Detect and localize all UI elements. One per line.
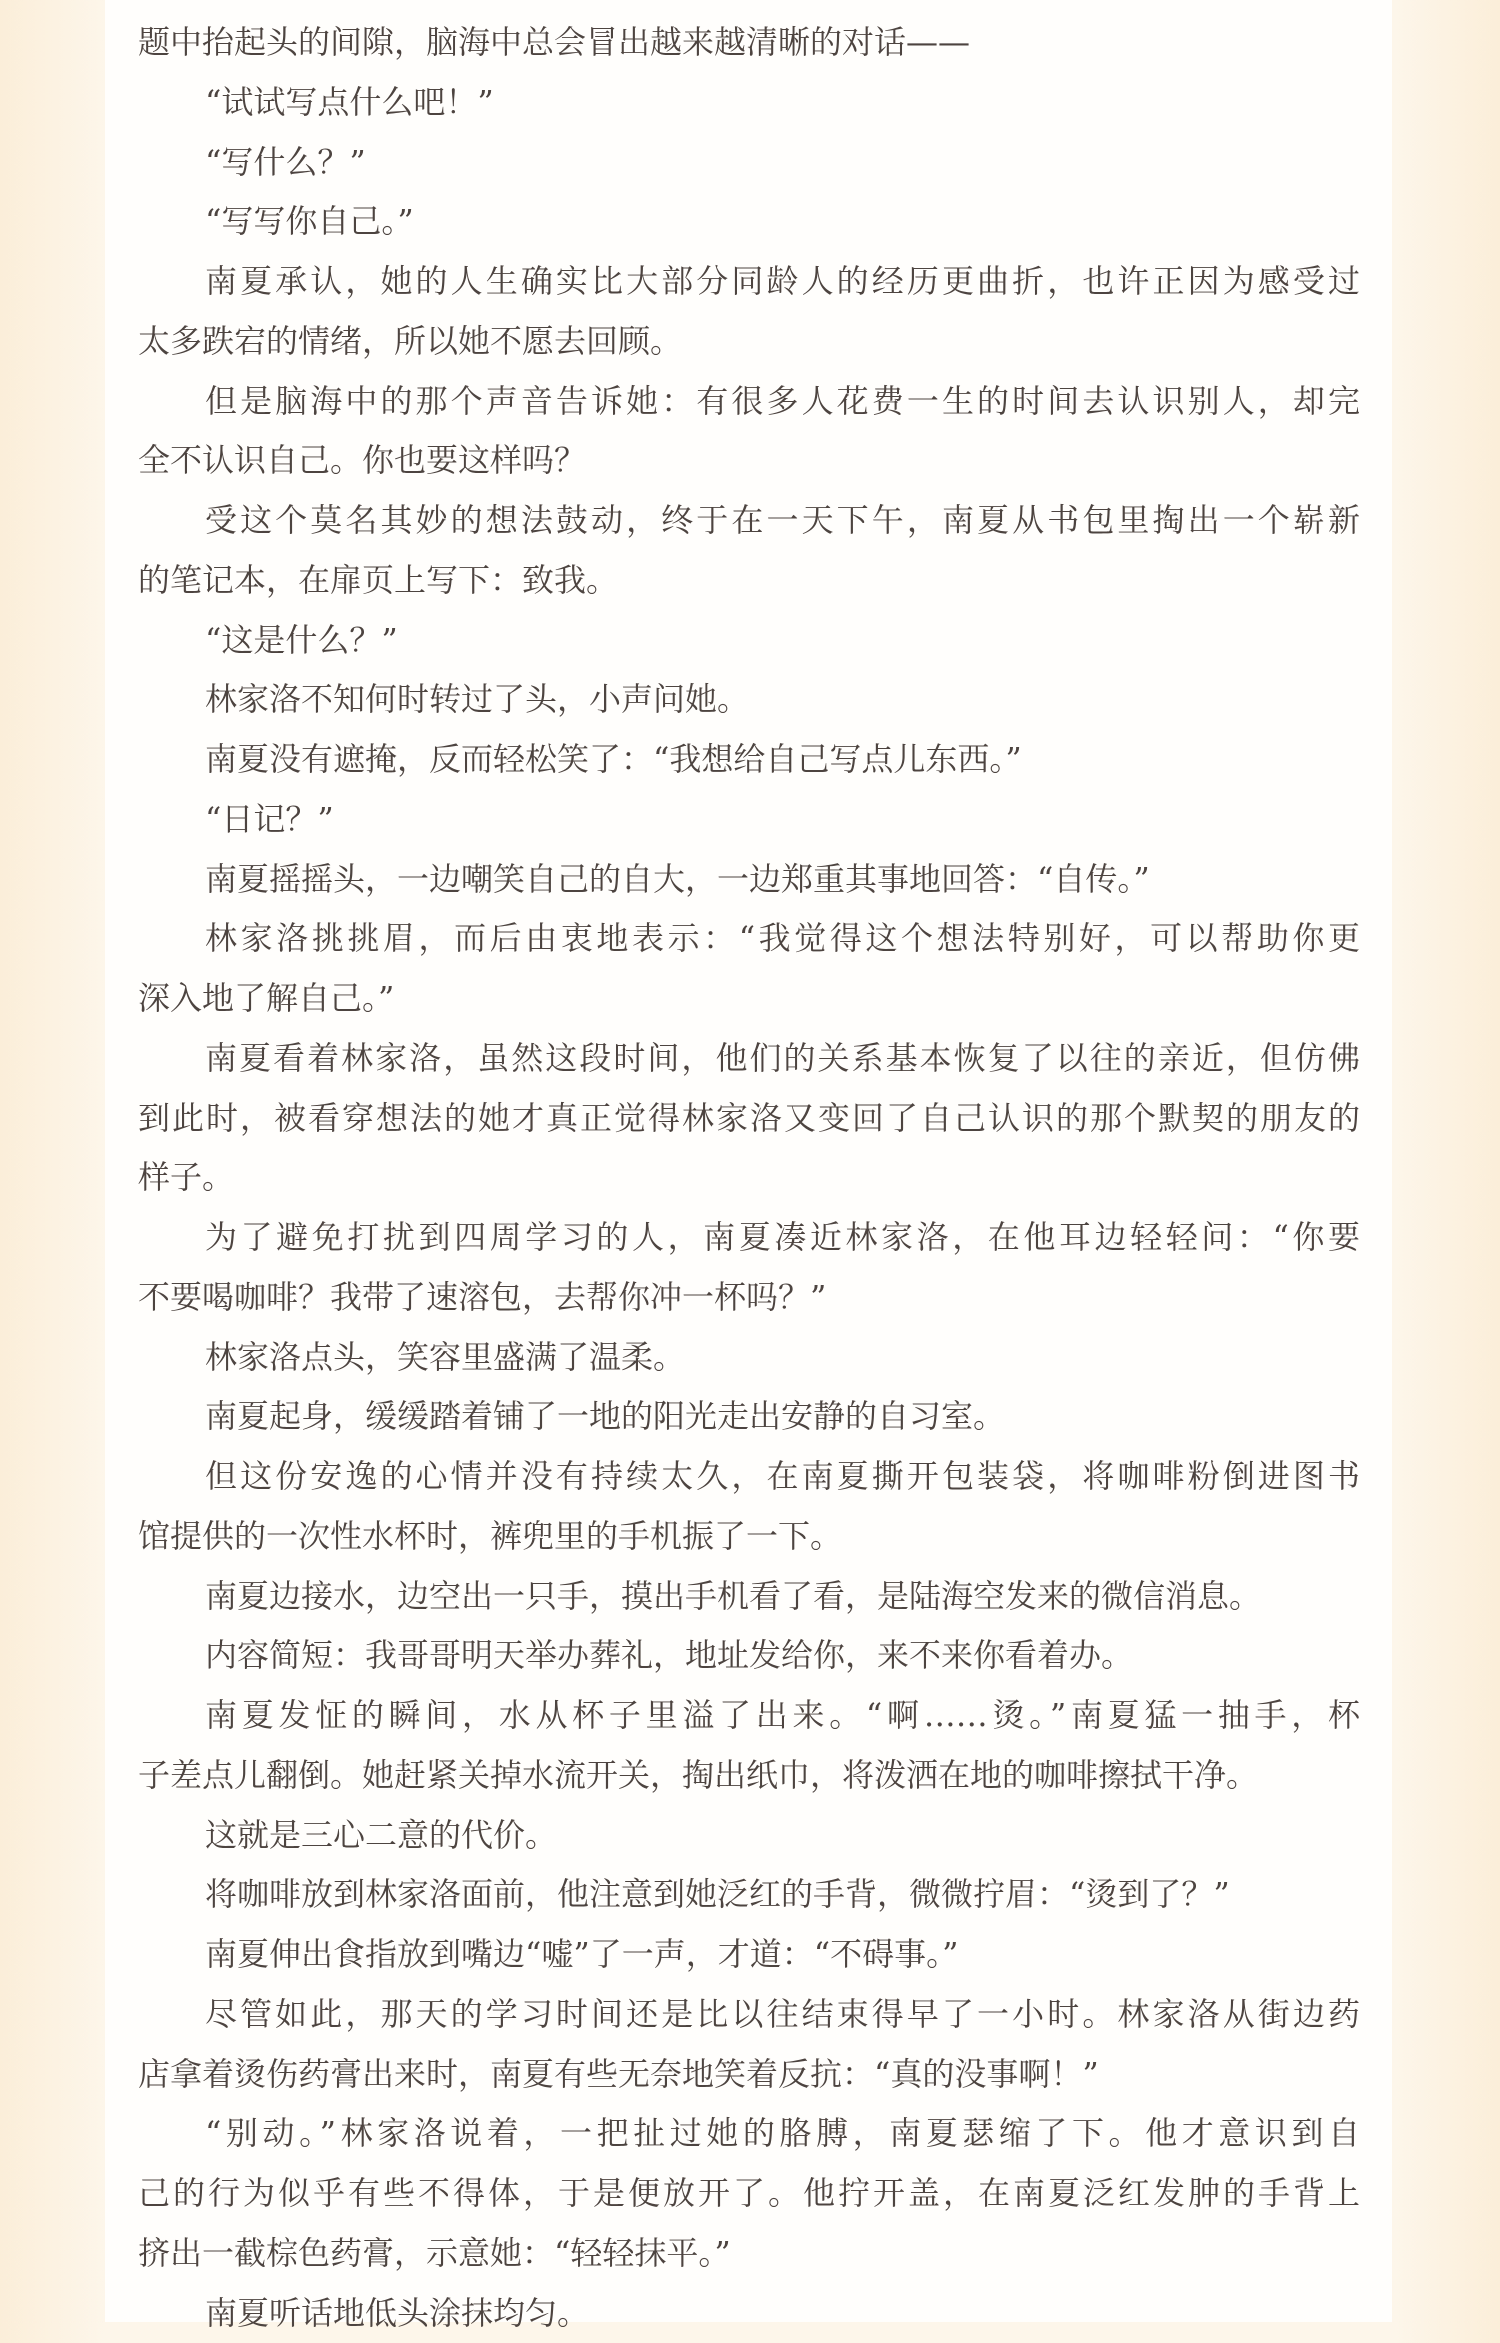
text-line: 林家洛不知何时转过了头，小声问她。 (138, 670, 1360, 730)
text-line: 内容简短：我哥哥明天举办葬礼，地址发给你，来不来你看着办。 (138, 1626, 1360, 1686)
text-line: “日记？” (138, 790, 1360, 850)
text-line: 到此时，被看穿想法的她才真正觉得林家洛又变回了自己认识的那个默契的朋友的 (138, 1089, 1360, 1149)
text-line: 这就是三心二意的代价。 (138, 1806, 1360, 1866)
text-line: 但是脑海中的那个声音告诉她：有很多人花费一生的时间去认识别人，却完 (138, 372, 1360, 432)
text-line: 的笔记本，在扉页上写下：致我。 (138, 551, 1360, 611)
text-line: 子差点儿翻倒。她赶紧关掉水流开关，掏出纸巾，将泼洒在地的咖啡擦拭干净。 (138, 1746, 1360, 1806)
paragraph (138, 1686, 1360, 1806)
paragraph (138, 730, 1360, 790)
paragraph (138, 1806, 1360, 1866)
paragraph (138, 1985, 1360, 2105)
text-line: 林家洛点头，笑容里盛满了温柔。 (138, 1328, 1360, 1388)
text-line: 但这份安逸的心情并没有持续太久，在南夏撕开包装袋，将咖啡粉倒进图书 (138, 1447, 1360, 1507)
text-line: 馆提供的一次性水杯时，裤兜里的手机振了一下。 (138, 1507, 1360, 1567)
paragraph (138, 1328, 1360, 1388)
text-line: 南夏伸出食指放到嘴边“嘘”了一声，才道：“不碍事。” (138, 1925, 1360, 1985)
text-line: 挤出一截棕色药膏，示意她：“轻轻抹平。” (138, 2224, 1360, 2284)
paragraph (138, 372, 1360, 492)
paragraph (138, 1626, 1360, 1686)
paragraph (138, 13, 1360, 73)
text-line: “试试写点什么吧！” (138, 73, 1360, 133)
story-text (138, 13, 1360, 2343)
text-line: 南夏没有遮掩，反而轻松笑了：“我想给自己写点儿东西。” (138, 730, 1360, 790)
text-line: 己的行为似乎有些不得体，于是便放开了。他拧开盖，在南夏泛红发肿的手背上 (138, 2164, 1360, 2224)
text-line: 将咖啡放到林家洛面前，他注意到她泛红的手背，微微拧眉：“烫到了？” (138, 1865, 1360, 1925)
paragraph (138, 2104, 1360, 2283)
paragraph (138, 611, 1360, 671)
paragraph (138, 133, 1360, 193)
text-line: “别动。”林家洛说着，一把扯过她的胳膊，南夏瑟缩了下。他才意识到自 (138, 2104, 1360, 2164)
paragraph (138, 252, 1360, 372)
text-line: 为了避免打扰到四周学习的人，南夏凑近林家洛，在他耳边轻轻问：“你要 (138, 1208, 1360, 1268)
text-line: 南夏承认，她的人生确实比大部分同龄人的经历更曲折，也许正因为感受过 (138, 252, 1360, 312)
text-line: 尽管如此，那天的学习时间还是比以往结束得早了一小时。林家洛从街边药 (138, 1985, 1360, 2045)
text-line: 南夏起身，缓缓踏着铺了一地的阳光走出安静的自习室。 (138, 1387, 1360, 1447)
text-line: 受这个莫名其妙的想法鼓动，终于在一天下午，南夏从书包里掏出一个崭新 (138, 491, 1360, 551)
text-line: 南夏听话地低头涂抹均匀。 (138, 2284, 1360, 2343)
text-line: 南夏发怔的瞬间，水从杯子里溢了出来。“啊……烫。”南夏猛一抽手，杯 (138, 1686, 1360, 1746)
text-line: 林家洛挑挑眉，而后由衷地表示：“我觉得这个想法特别好，可以帮助你更 (138, 909, 1360, 969)
paragraph (138, 491, 1360, 611)
text-line: 南夏看着林家洛，虽然这段时间，他们的关系基本恢复了以往的亲近，但仿佛 (138, 1029, 1360, 1089)
text-line: 南夏摇摇头，一边嘲笑自己的自大，一边郑重其事地回答：“自传。” (138, 850, 1360, 910)
text-line: “写写你自己。” (138, 192, 1360, 252)
text-line: 太多跌宕的情绪，所以她不愿去回顾。 (138, 312, 1360, 372)
paragraph (138, 1387, 1360, 1447)
paragraph (138, 192, 1360, 252)
text-line: “这是什么？” (138, 611, 1360, 671)
paragraph (138, 1567, 1360, 1627)
paragraph (138, 790, 1360, 850)
paragraph (138, 73, 1360, 133)
text-line: 不要喝咖啡？我带了速溶包，去帮你冲一杯吗？” (138, 1268, 1360, 1328)
paragraph (138, 2284, 1360, 2343)
paragraph (138, 1208, 1360, 1328)
paragraph (138, 1447, 1360, 1567)
paragraph (138, 1029, 1360, 1208)
paragraph (138, 670, 1360, 730)
text-line: “写什么？” (138, 133, 1360, 193)
text-line: 南夏边接水，边空出一只手，摸出手机看了看，是陆海空发来的微信消息。 (138, 1567, 1360, 1627)
text-line: 题中抬起头的间隙，脑海中总会冒出越来越清晰的对话—— (138, 13, 1360, 73)
text-line: 深入地了解自己。” (138, 969, 1360, 1029)
paragraph (138, 1925, 1360, 1985)
paragraph (138, 909, 1360, 1029)
paragraph (138, 850, 1360, 910)
paragraph (138, 1865, 1360, 1925)
text-line: 样子。 (138, 1148, 1360, 1208)
text-line: 全不认识自己。你也要这样吗？ (138, 431, 1360, 491)
text-line: 店拿着烫伤药膏出来时，南夏有些无奈地笑着反抗：“真的没事啊！” (138, 2045, 1360, 2105)
